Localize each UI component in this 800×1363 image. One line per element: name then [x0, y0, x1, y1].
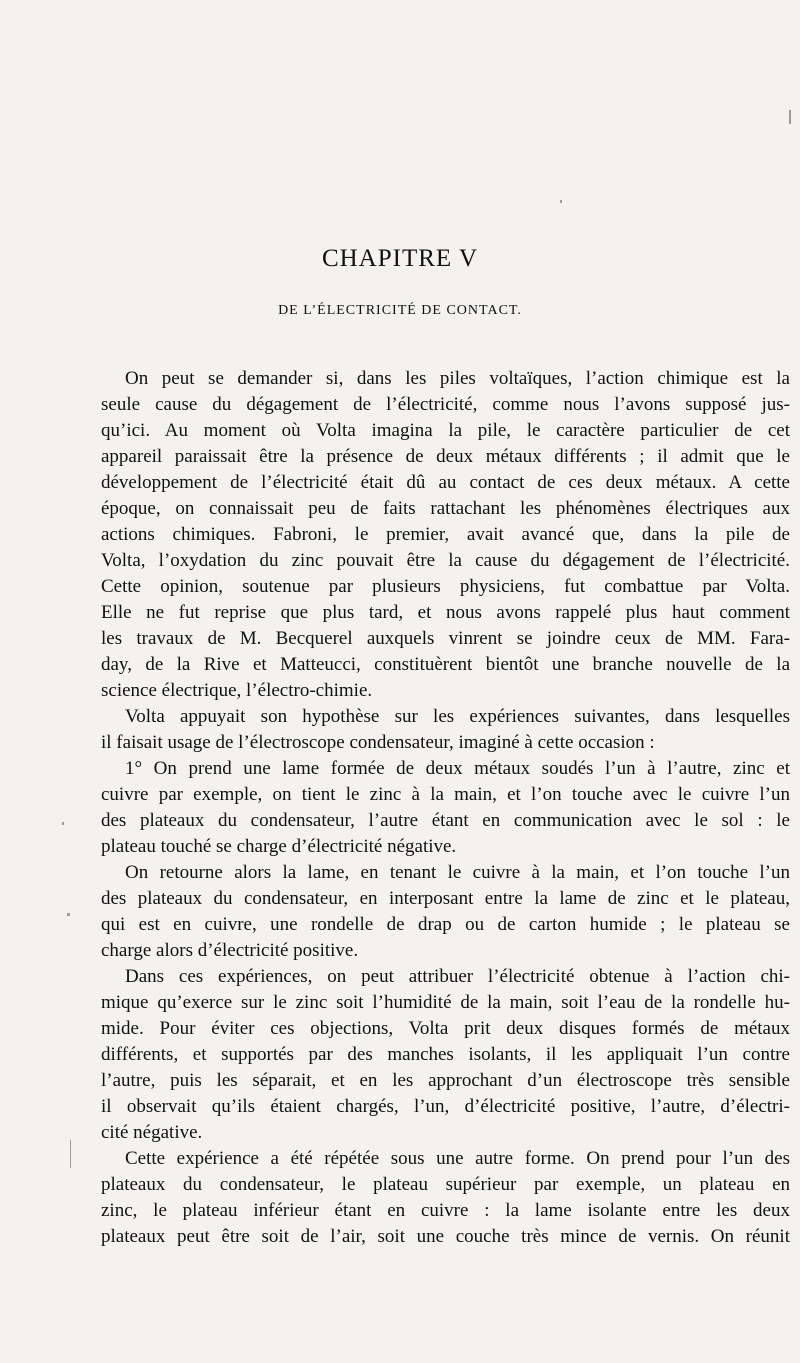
text-line: actions chimiques. Fabroni, le premier, avait avancé que, dans la pile de [101, 524, 790, 545]
paragraph [77, 756, 790, 860]
text-line: il faisait usage de l’électroscope condensateur, imaginé à cette occasion : [101, 732, 655, 753]
paragraph [77, 860, 790, 964]
scan-speck [789, 110, 791, 124]
text-line: Volta, l’oxydation du zinc pouvait être la cause du dégagement de l’électricité. [101, 550, 790, 571]
text-line: plateau touché se charge d’électricité négative. [101, 836, 457, 857]
text-line: cuivre par exemple, on tient le zinc à la main, et l’on touche avec le cuivre l’un [101, 784, 790, 805]
paragraph [77, 1146, 790, 1250]
text-line: plateaux du condensateur, le plateau supérieur par exemple, un plateau en [101, 1174, 790, 1195]
text-line: mide. Pour éviter ces objections, Volta prit deux disques formés de métaux [101, 1018, 790, 1039]
text-line: des plateaux du condensateur, l’autre étant en communication avec le sol : le [101, 810, 790, 831]
text-line: Dans ces expériences, on peut attribuer l’électricité obtenue à l’action chi- [125, 966, 790, 987]
text-line: On retourne alors la lame, en tenant le cuivre à la main, et l’on touche l’un [125, 862, 790, 883]
text-line: Elle ne fut reprise que plus tard, et nous avons rappelé plus haut comment [101, 602, 790, 623]
text-line: Volta appuyait son hypothèse sur les expériences suivantes, dans lesquelles [125, 706, 790, 727]
chapter-body [77, 366, 790, 1250]
text-line: day, de la Rive et Matteucci, constituèrent bientôt une branche nouvelle de la [101, 654, 790, 675]
scan-speck [70, 1140, 71, 1168]
text-line: qu’ici. Au moment où Volta imagina la pile, le caractère particulier de cet [101, 420, 790, 441]
text-line: plateaux peut être soit de l’air, soit une couche très mince de vernis. On réunit [101, 1226, 790, 1247]
text-line: l’autre, puis les séparait, et en les approchant d’un électroscope très sensible [101, 1070, 790, 1091]
text-line: science électrique, l’électro-chimie. [101, 680, 373, 701]
show-through-texture [60, 10, 800, 340]
text-line: 1° On prend une lame formée de deux métaux soudés l’un à l’autre, zinc et [125, 758, 790, 779]
chapter-subtitle: DE L’ÉLECTRICITÉ DE CONTACT. [278, 303, 522, 318]
text-line: différents, et supportés par des manches isolants, il les appliquait l’un contre [101, 1044, 790, 1065]
paragraph [77, 366, 790, 704]
text-line: il observait qu’ils étaient chargés, l’un, d’électricité positive, l’autre, d’électri- [101, 1096, 790, 1117]
paragraph [77, 964, 790, 1146]
text-line: zinc, le plateau inférieur étant en cuivre : la lame isolante entre les deux [101, 1200, 790, 1221]
text-line: Cette expérience a été répétée sous une autre forme. On prend pour l’un des [125, 1148, 790, 1169]
text-line: époque, on connaissait peu de faits rattachant les phénomènes électriques aux [101, 498, 790, 519]
scan-speck [67, 913, 70, 916]
chapter-title: CHAPITRE V [321, 245, 479, 272]
scan-speck [560, 200, 562, 203]
text-line: des plateaux du condensateur, en interposant entre la lame de zinc et le plateau, [101, 888, 790, 909]
text-line: cité négative. [101, 1122, 203, 1143]
paragraph [77, 704, 790, 756]
text-line: mique qu’exerce sur le zinc soit l’humidité de la main, soit l’eau de la rondelle hu- [101, 992, 790, 1013]
text-line: développement de l’électricité était dû au contact de ces deux métaux. A cette [101, 472, 790, 493]
text-line: On peut se demander si, dans les piles voltaïques, l’action chimique est la [125, 368, 790, 389]
text-line: appareil paraissait être la présence de deux métaux différents ; il admit que le [101, 446, 790, 467]
text-line: les travaux de M. Becquerel auxquels vinrent se joindre ceux de MM. Fara- [101, 628, 790, 649]
scan-speck [62, 822, 64, 825]
text-line: charge alors d’électricité positive. [101, 940, 359, 961]
text-line: seule cause du dégagement de l’électricité, comme nous l’avons supposé jus- [101, 394, 790, 415]
text-line: Cette opinion, soutenue par plusieurs physiciens, fut combattue par Volta. [101, 576, 790, 597]
text-line: qui est en cuivre, une rondelle de drap ou de carton humide ; le plateau se [101, 914, 790, 935]
